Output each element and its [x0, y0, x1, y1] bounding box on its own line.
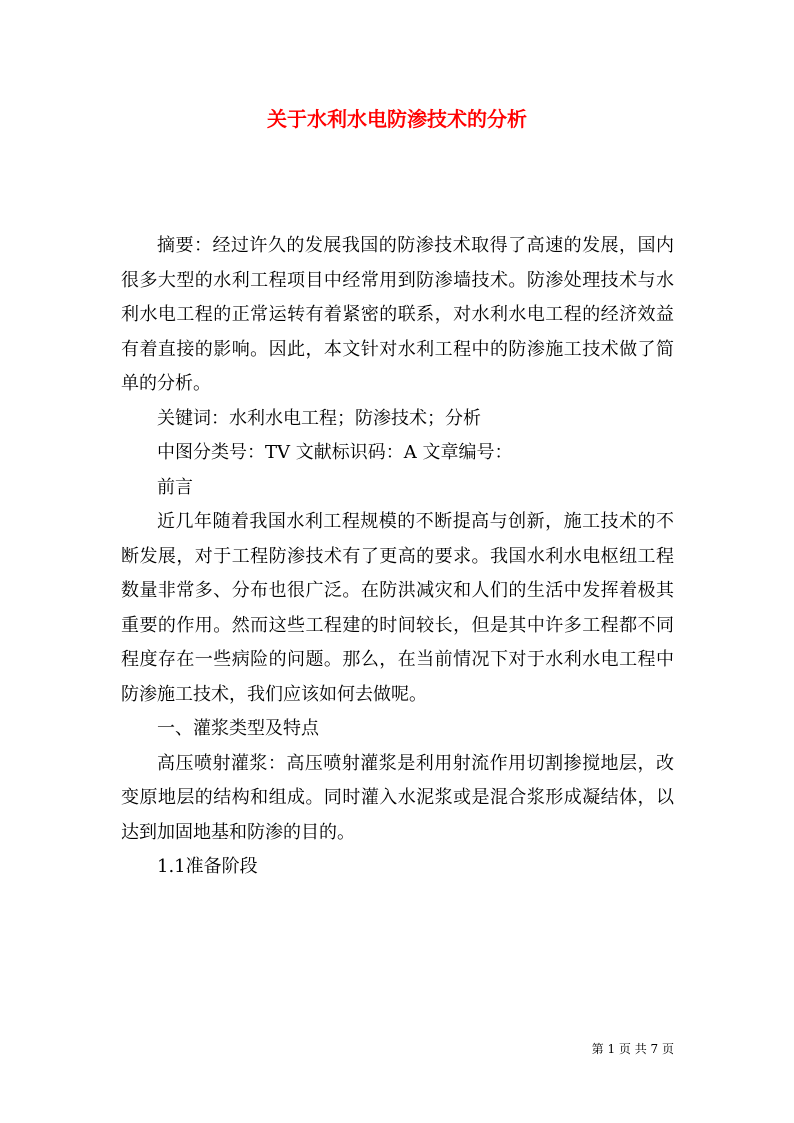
page-title: 关于水利水电防渗技术的分析: [267, 107, 527, 131]
subsection-heading-1-1: 1.1准备阶段: [157, 856, 258, 877]
classification-paragraph: 中图分类号：TV 文献标识码：A 文章编号：: [157, 442, 513, 463]
section-paragraph-1: 高压喷射灌浆：高压喷射灌浆是利用射流作用切割掺搅地层，改变原地层的结构和组成。同时灌入水泥浆或是混合浆形成凝结体，以达到加固地基和防渗的目的。: [121, 752, 674, 843]
preface-paragraph: 近几年随着我国水利工程规模的不断提高与创新，施工技术的不断发展，对于工程防渗技术有了更高的要求。我国水利水电枢纽工程数量非常多、分布也很广泛。在防洪减灾和人们的生活中发挥着极其重要的作用。然而这些工程建的时间较长，但是其中许多工程都不同程度存在一些病险的问题。那么，在当前情况下对于水利水电工程中防渗施工技术，我们应该如何去做呢。: [121, 511, 674, 705]
document-body: [121, 229, 674, 885]
abstract-paragraph: 摘要：经过许久的发展我国的防渗技术取得了高速的发展，国内很多大型的水利工程项目中经常用到防渗墙技术。防渗处理技术与水利水电工程的正常运转有着紧密的联系，对水利水电工程的经济效益有着直接的影响。因此，本文针对水利工程中的防渗施工技术做了简单的分析。: [121, 235, 674, 394]
preface-heading: 前言: [157, 476, 193, 498]
keywords-paragraph: 关键词：水利水电工程；防渗技术；分析: [157, 407, 481, 429]
page-footer: 第 1 页 共 7 页: [591, 1042, 674, 1056]
section-heading-1: 一、灌浆类型及特点: [157, 718, 319, 739]
